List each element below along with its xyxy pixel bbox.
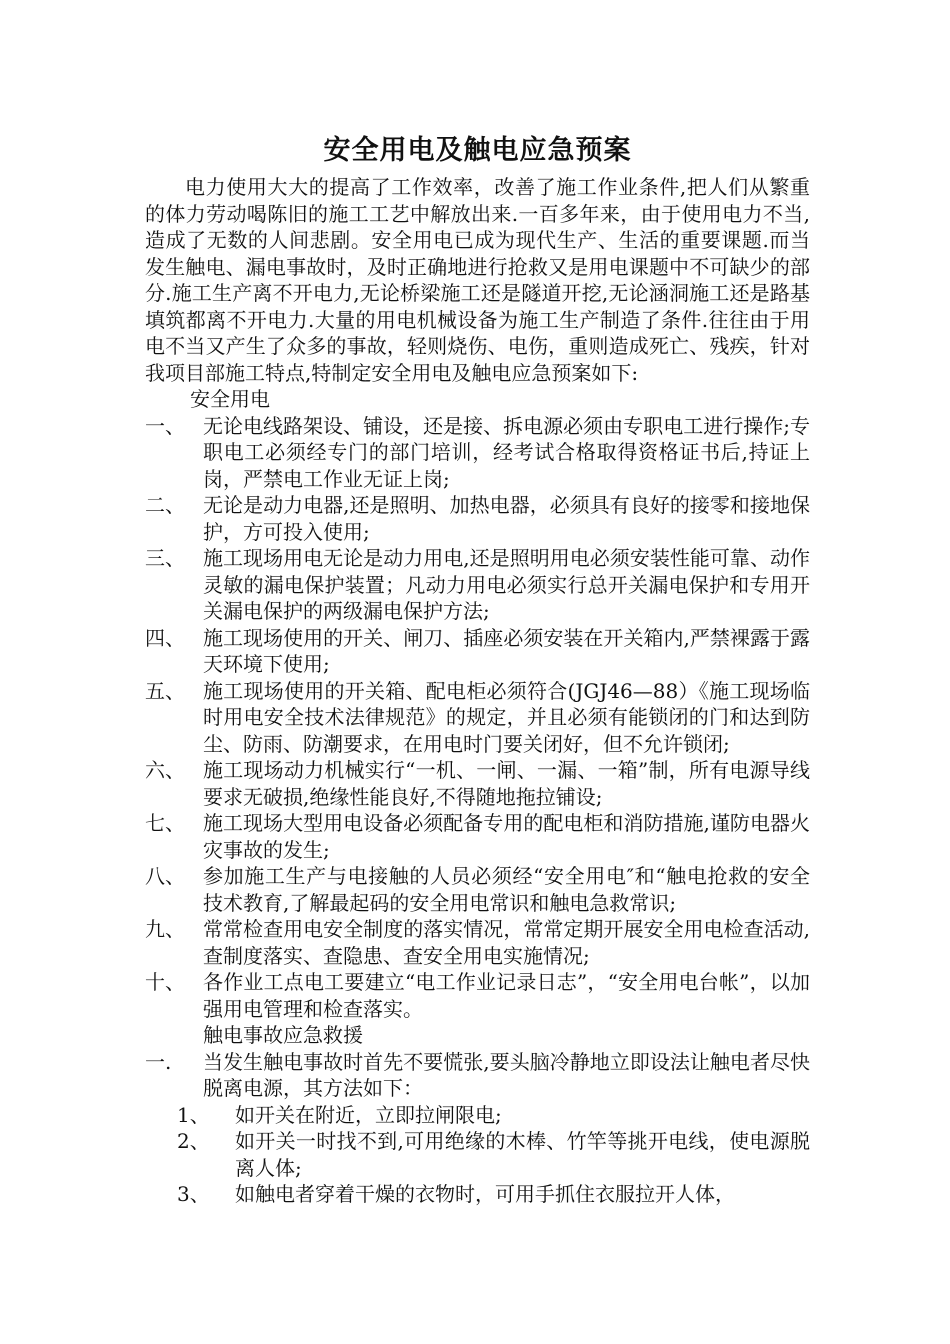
list-item bbox=[145, 545, 810, 625]
list-item bbox=[145, 1049, 810, 1102]
sub-list-item bbox=[145, 1181, 810, 1208]
item-text: 参加施工生产与电接触的人员必须经“安全用电″和“触电抢救的安全技术教育,了解最起码的安全用电常识和触电急救常识; bbox=[203, 864, 810, 915]
list-item bbox=[145, 863, 810, 916]
list-item bbox=[145, 969, 810, 1022]
list-item bbox=[145, 413, 810, 493]
sub-list-item bbox=[145, 1128, 810, 1181]
section-heading-emergency-rescue: 触电事故应急救援 bbox=[203, 1023, 363, 1047]
document-title: 安全用电及触电应急预案 bbox=[323, 135, 632, 166]
item-text: 施工现场用电无论是动力用电,还是照明用电必须安装性能可靠、动作灵敏的漏电保护装置；凡动力用电必须实行总开关漏电保护和专用开关漏电保护的两级漏电保护方法; bbox=[203, 546, 810, 623]
sub-item-number: 2、 bbox=[177, 1129, 210, 1153]
emergency-sub-list bbox=[145, 1102, 810, 1208]
intro-paragraph: 电力使用大大的提高了工作效率，改善了施工作业条件,把人们从繁重的体力劳动喝陈旧的施工工艺中解放出来.一百多年来，由于使用电力不当,造成了无数的人间悲剧。安全用电已成为现代生产、生活的重要课题.而当发生触电、漏电事故时，及时正确地进行抢救又是用电课题中不可缺少的部分.施工生产离不开电力,无论桥梁施工还是隧道开挖,无论涵洞施工还是路基填筑都离不开电力.大量的用电机械设备为施工生产制造了条件.往往由于用电不当又产生了众多的事故，轻则烧伤、电伤，重则造成死亡、残疾，针对我项目部施工特点,特制定安全用电及触电应急预案如下: bbox=[145, 175, 810, 385]
item-number: 七、 bbox=[145, 811, 185, 835]
sub-item-number: 3、 bbox=[177, 1182, 210, 1206]
list-item bbox=[145, 810, 810, 863]
item-text: 施工现场使用的开关、闸刀、插座必须安装在开关箱内,严禁裸露于露天环境下使用; bbox=[203, 625, 810, 676]
item-text: 常常检查用电安全制度的落实情况，常常定期开展安全用电检查活动,查制度落实、查隐患、查安全用电实施情况; bbox=[203, 917, 810, 968]
item-number: 八、 bbox=[145, 864, 185, 888]
sub-item-text: 如触电者穿着干燥的衣物时，可用手抓住衣服拉开人体， bbox=[235, 1182, 735, 1206]
item-number: 五、 bbox=[145, 678, 185, 703]
list-item bbox=[145, 757, 810, 810]
list-item bbox=[145, 492, 810, 545]
item-text: 当发生触电事故时首先不要慌张,要头脑冷静地立即设法让触电者尽快脱离电源，其方法如下： bbox=[203, 1049, 810, 1100]
item-text: 无论是动力电器,还是照明、加热电器，必须具有良好的接零和接地保护，方可投入使用; bbox=[203, 493, 810, 544]
list-item bbox=[145, 678, 810, 758]
item-text: 无论电线路架设、铺设，还是接、拆电源必须由专职电工进行操作;专职电工必须经专门的部门培训，经考试合格取得资格证书后,持证上岗，严禁电工作业无证上岗; bbox=[203, 413, 810, 491]
sub-item-number: 1、 bbox=[177, 1102, 210, 1127]
item-text: 施工现场动力机械实行“一机、一闸、一漏、一箱”制，所有电源导线要求无破损,绝缘性能良好,不得随地拖拉铺设; bbox=[203, 758, 810, 809]
list-item bbox=[145, 625, 810, 678]
item-text: 各作业工点电工要建立“电工作业记录日志”，“安全用电台帐”，以加强用电管理和检查落实。 bbox=[203, 970, 810, 1021]
item-number: 六、 bbox=[145, 758, 185, 782]
item-number: 一. bbox=[145, 1049, 172, 1074]
list-item bbox=[145, 916, 810, 969]
sub-item-text: 如开关一时找不到,可用绝缘的木棒、竹竿等挑开电线，使电源脱离人体; bbox=[235, 1129, 810, 1180]
item-text: 施工现场大型用电设备必须配备专用的配电柜和消防措施,谨防电器火灾事故的发生; bbox=[203, 811, 810, 862]
item-number: 二、 bbox=[145, 493, 185, 517]
item-number: 四、 bbox=[145, 625, 185, 650]
emergency-rescue-list bbox=[145, 1049, 810, 1102]
sub-item-text: 如开关在附近，立即拉闸限电; bbox=[235, 1102, 502, 1127]
safe-electricity-list bbox=[145, 413, 810, 1023]
item-number: 十、 bbox=[145, 970, 185, 994]
item-text: 施工现场使用的开关箱、配电柜必须符合(JGJ46—88）《施工现场临时用电安全技术法律规范》的规定，并且必须有能锁闭的门和达到防尘、防雨、防潮要求，在用电时门要关闭好，但不允许锁闭; bbox=[203, 678, 810, 756]
item-number: 一、 bbox=[145, 413, 185, 438]
section-heading-safe-electricity: 安全用电 bbox=[190, 387, 270, 411]
item-number: 九、 bbox=[145, 917, 185, 941]
document-page bbox=[145, 128, 810, 1208]
sub-list-item bbox=[145, 1102, 810, 1129]
item-number: 三、 bbox=[145, 546, 185, 570]
